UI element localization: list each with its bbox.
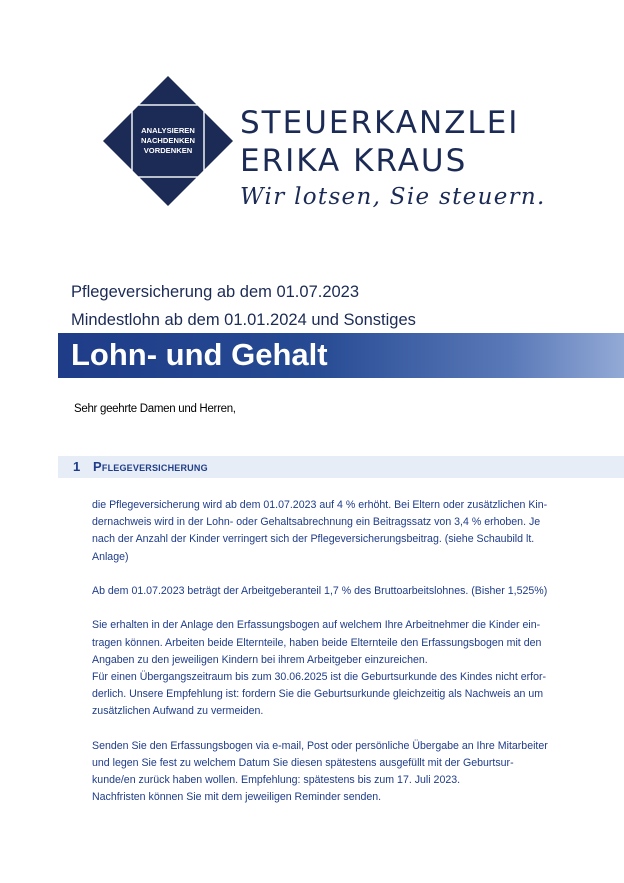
text-line: Ab dem 01.07.2023 beträgt der Arbeitgeberanteil 1,7 % des Bruttoarbeitslohnes. (Bisher 1,525%) <box>92 584 548 597</box>
logo-badge-line-1: ANALYSIEREN <box>141 126 195 135</box>
text-line: Nachfristen können Sie mit dem jeweiligen Reminder senden. <box>92 791 382 804</box>
text-line: Senden Sie den Erfassungsbogen via e-mail, Post oder persönliche Übergabe an Ihre Mitarbeiter <box>92 739 548 752</box>
text-line: nach der Anzahl der Kinder verringert sich der Pflegeversicherungsbeitrag. (siehe Schaubild lt. <box>92 533 535 546</box>
section-body <box>92 497 562 806</box>
logo-badge-line-3: VORDENKEN <box>143 146 193 155</box>
text-line: kunde/en zurück haben wollen. Empfehlung: spätestens bis zum 17. Juli 2023. <box>92 774 461 786</box>
paragraph-3 <box>92 617 562 720</box>
salutation: Sehr geehrte Damen und Herren, <box>74 403 236 415</box>
logo-wordmark <box>240 104 546 210</box>
subtitle-pflegeversicherung: Pflegeversicherung ab dem 01.07.2023 <box>71 283 360 301</box>
text-line: Sie erhalten in der Anlage den Erfassungsbogen auf welchem Ihre Arbeitnehmer die Kinder ein- <box>92 619 541 632</box>
text-line: dernachweis wird in der Lohn- oder Gehaltsabrechnung ein Beitragssatz von 3,4 % erhoben. Je <box>92 516 541 529</box>
text-line: die Pflegeversicherung wird ab dem 01.07.2023 auf 4 % erhöht. Bei Eltern oder zusätzlichen Kin- <box>92 499 548 511</box>
paragraph-2 <box>92 583 562 600</box>
title-banner <box>58 333 624 378</box>
text-line: Angaben zu den jeweiligen Kindern bei ihrem Arbeitgeber einzureichen. <box>92 653 428 666</box>
text-line: tragen können. Arbeiten beide Elternteile, haben beide Elternteile den Erfassungsbogen mit den <box>92 636 542 649</box>
logo-badge-line-2: NACHDENKEN <box>140 136 196 145</box>
firm-name-line-1: STEUERKANZLEI <box>240 105 520 141</box>
logo-diamond <box>103 76 233 206</box>
text-line: zusätzlichen Aufwand zu vermeiden. <box>92 705 264 718</box>
section-heading-bar <box>58 456 624 478</box>
section-title: Pflegeversicherung <box>93 459 208 474</box>
text-line: und legen Sie fest zu welchem Datum Sie diesen spätestens ausgefüllt mit der Geburtsur- <box>92 756 514 769</box>
page-title: Lohn- und Gehalt <box>71 337 328 372</box>
paragraph-4 <box>92 738 562 807</box>
firm-name-line-2: ERIKA KRAUS <box>240 143 468 179</box>
firm-tagline: Wir lotsen, Sie steuern. <box>240 184 546 210</box>
text-line: Anlage) <box>92 550 129 563</box>
text-line: Für einen Übergangszeitraum bis zum 30.06.2025 ist die Geburtsurkunde des Kindes nicht erfor- <box>92 670 547 683</box>
paragraph-1 <box>92 497 562 566</box>
section-number: 1 <box>73 459 81 474</box>
text-line: derlich. Unsere Empfehlung ist: fordern Sie die Geburtsurkunde gleichzeitig als Nachweis an um <box>92 688 544 701</box>
subtitle-mindestlohn: Mindestlohn ab dem 01.01.2024 und Sonstiges <box>71 311 416 329</box>
